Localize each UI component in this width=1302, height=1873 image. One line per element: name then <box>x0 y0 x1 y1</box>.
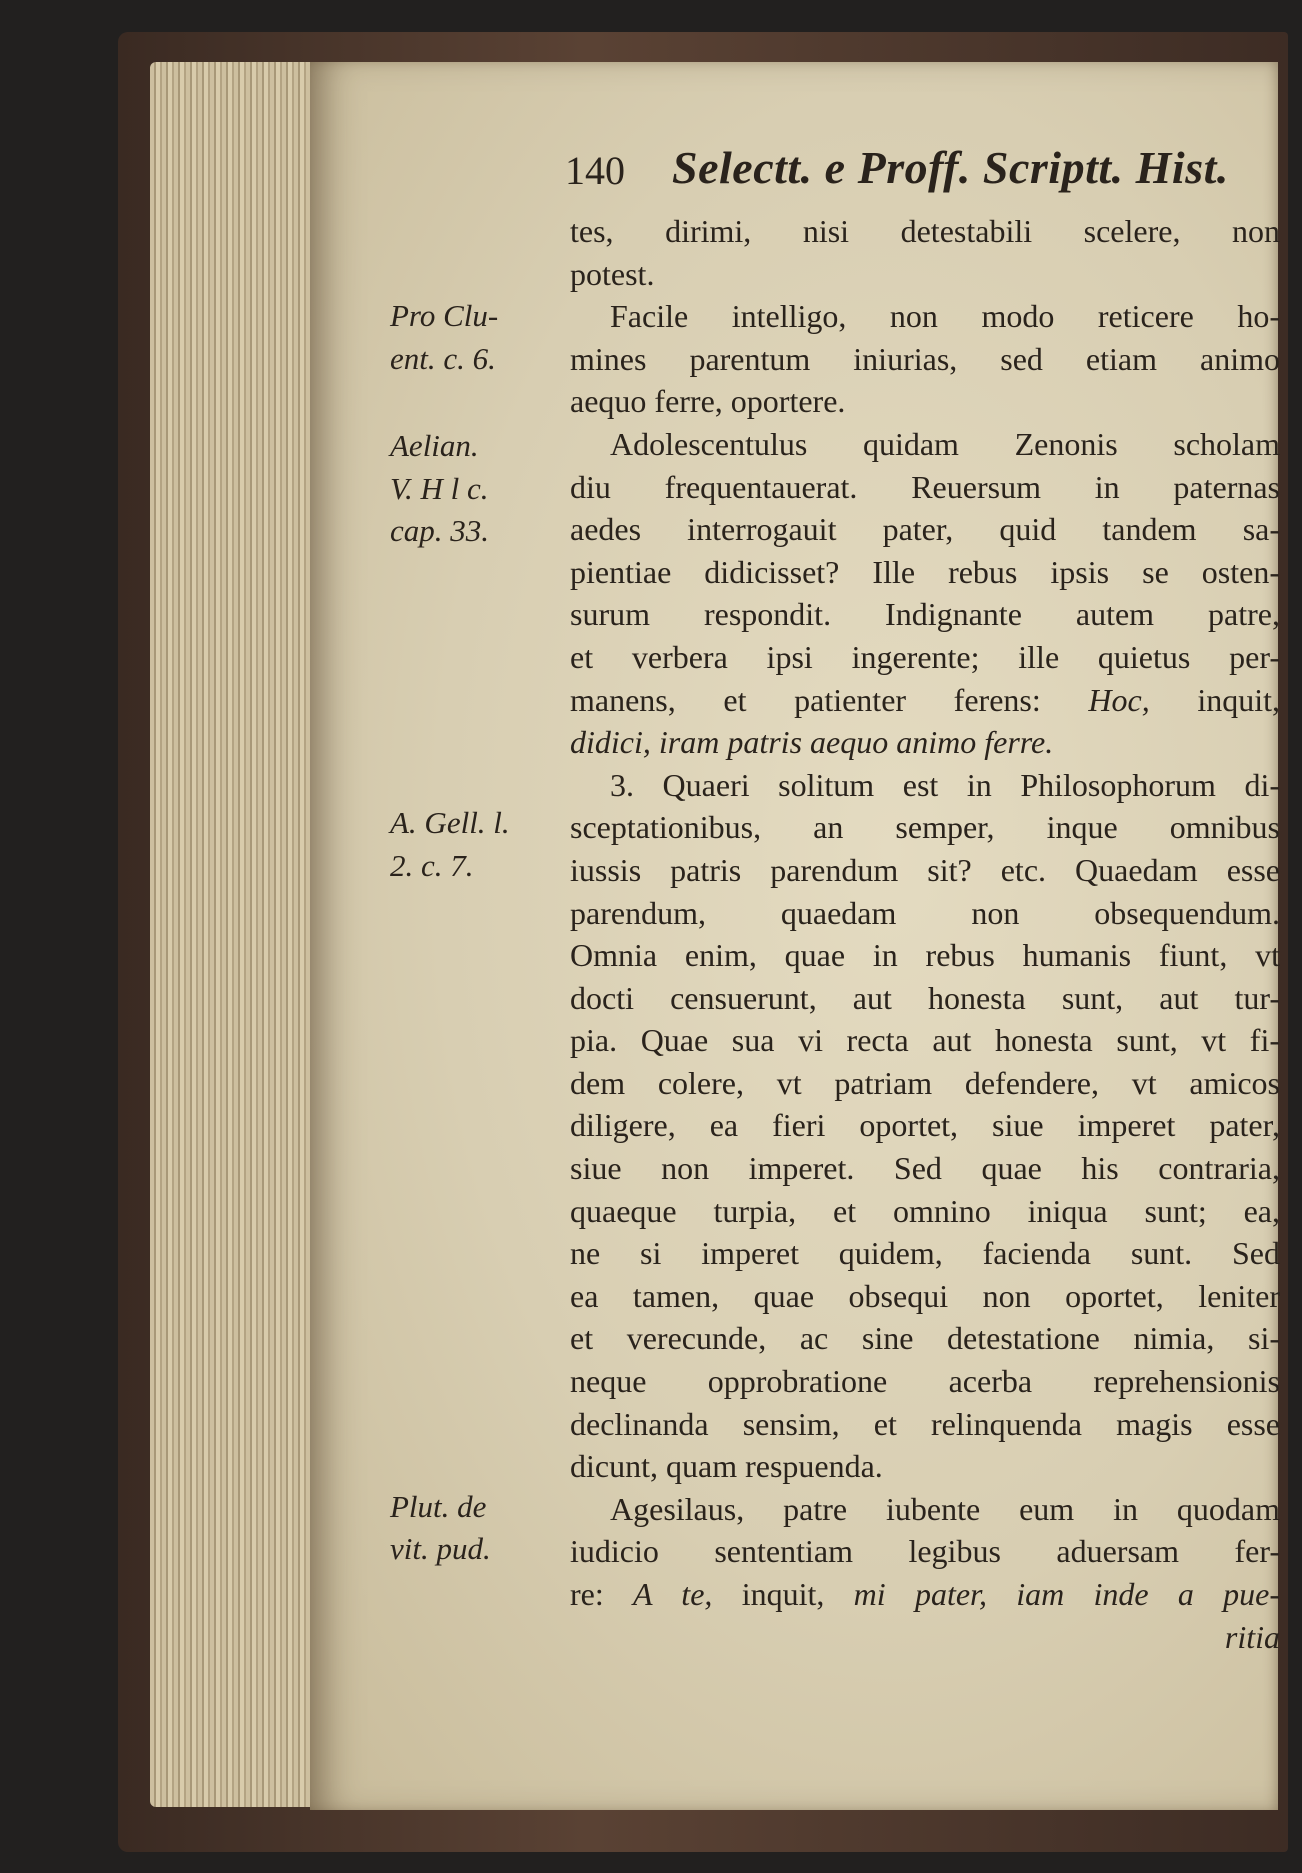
page-edges <box>150 62 325 1807</box>
text-line <box>570 1190 1280 1233</box>
text-span: parendum, quaedam non obsequendum. <box>570 894 1280 931</box>
margin-note-line: A. Gell. l. <box>390 805 510 841</box>
text-span: dem colere, vt patriam defendere, vt amicos <box>570 1064 1280 1101</box>
text-span: sceptationibus, an semper, inque omnibus <box>570 809 1280 846</box>
text-line <box>570 295 1280 338</box>
text-line <box>570 1403 1280 1446</box>
margin-note-line: V. H l c. <box>390 470 489 506</box>
text-span: pia. Quae sua vi recta aut honesta sunt, vt fi- <box>570 1022 1280 1059</box>
text-span: siue non imperet. Sed quae his contraria, <box>570 1150 1280 1187</box>
text-span: ea tamen, quae obsequi non oportet, leniter <box>570 1277 1280 1314</box>
margin-note-line: 2. c. 7. <box>390 847 474 883</box>
margin-note <box>390 802 560 887</box>
running-head: Selectt. e Proff. Scriptt. Hist. <box>672 142 1229 193</box>
margin-note <box>390 425 560 553</box>
margin-note <box>390 1486 560 1571</box>
text-line <box>570 806 1280 849</box>
margin-note-line: Pro Clu- <box>390 298 499 334</box>
text-span: diligere, ea fieri oportet, siue imperet pater, <box>570 1107 1280 1144</box>
text-line <box>570 892 1280 935</box>
margin-note-line: Plut. de <box>390 1488 487 1524</box>
text-line <box>570 1488 1280 1531</box>
text-span: et verecunde, ac sine detestatione nimia, si- <box>570 1320 1280 1357</box>
text-line <box>570 1616 1280 1659</box>
text-line <box>570 764 1280 807</box>
margin-note-line: vit. pud. <box>390 1531 491 1567</box>
text-line <box>570 1445 1280 1488</box>
text-line <box>570 1360 1280 1403</box>
text-span: mines parentum iniurias, sed etiam animo <box>570 340 1280 377</box>
body-text <box>570 210 1280 1658</box>
text-span: tes, dirimi, nisi detestabili scelere, non <box>570 213 1280 249</box>
text-span: Facile intelligo, non modo reticere ho- <box>610 298 1280 335</box>
text-span: diu frequentauerat. Reuersum in paternas <box>570 468 1280 505</box>
text-span: quaeque turpia, et omnino iniqua sunt; ea, <box>570 1192 1280 1229</box>
text-span: Adolescentulus quidam Zenonis scholam <box>610 425 1280 462</box>
text-line <box>570 1317 1280 1360</box>
text-span: re: <box>570 1576 634 1612</box>
margin-note-line: ent. c. 6. <box>390 340 496 376</box>
text-span: declinanda sensim, et relinquenda magis esse <box>570 1405 1280 1442</box>
text-span: aequo ferre, oportere. <box>570 383 846 420</box>
text-line <box>570 1104 1280 1147</box>
text-line <box>570 593 1280 636</box>
italic-text: ritia <box>1224 1618 1280 1655</box>
text-span: iudicio sententiam legibus aduersam fer- <box>570 1533 1280 1570</box>
text-line <box>570 508 1280 551</box>
text-line <box>570 210 1280 253</box>
text-line <box>570 977 1280 1020</box>
text-span: et verbera ipsi ingerente; ille quietus per- <box>570 638 1280 675</box>
text-span: ne si imperet quidem, facienda sunt. Sed <box>570 1235 1280 1272</box>
text-line <box>570 338 1280 381</box>
text-span: docti censuerunt, aut honesta sunt, aut tur- <box>570 979 1280 1016</box>
text-line <box>570 466 1280 509</box>
text-line <box>570 253 1280 296</box>
text-line <box>570 1147 1280 1190</box>
text-span: neque opprobratione acerba reprehensionis <box>570 1363 1280 1400</box>
italic-text: Hoc, <box>1088 681 1150 718</box>
margin-note <box>390 295 560 380</box>
text-line <box>570 679 1280 722</box>
italic-text: A te, <box>633 1576 713 1612</box>
text-span: iussis patris parendum sit? etc. Quaedam esse <box>570 851 1280 888</box>
page-header <box>310 137 1278 197</box>
text-span: aedes interrogauit pater, quid tandem sa- <box>570 511 1280 548</box>
text-span: Agesilaus, patre iubente eum in quodam <box>610 1490 1280 1527</box>
margin-note-line: Aelian. <box>390 428 479 464</box>
text-line <box>570 1530 1280 1573</box>
italic-text: mi pater, iam inde a pue- <box>853 1576 1280 1612</box>
text-line <box>570 636 1280 679</box>
text-line <box>570 1062 1280 1105</box>
text-line <box>570 1232 1280 1275</box>
page-text-area <box>310 62 1278 1810</box>
page-number: 140 <box>565 148 625 193</box>
text-line <box>570 423 1280 466</box>
text-line <box>570 1573 1280 1616</box>
text-line <box>570 721 1280 764</box>
margin-note-line: cap. 33. <box>390 513 490 549</box>
text-span: inquit, <box>712 1576 854 1612</box>
book-page <box>310 62 1278 1810</box>
text-line <box>570 1275 1280 1318</box>
text-line <box>570 849 1280 892</box>
text-span: potest. <box>570 255 655 292</box>
text-span: 3. Quaeri solitum est in Philosophorum di- <box>610 766 1280 803</box>
italic-text: didici, iram patris aequo animo ferre. <box>570 724 1054 761</box>
text-span: Omnia enim, quae in rebus humanis fiunt, vt <box>570 937 1280 974</box>
text-line <box>570 1019 1280 1062</box>
text-span: inquit, <box>1149 681 1280 718</box>
text-line <box>570 934 1280 977</box>
text-line <box>570 551 1280 594</box>
text-span: pientiae didicisset? Ille rebus ipsis se osten- <box>570 553 1280 590</box>
text-span: manens, et patienter ferens: <box>570 681 1089 718</box>
text-span: surum respondit. Indignante autem patre, <box>570 596 1280 633</box>
text-line <box>570 380 1280 423</box>
text-span: dicunt, quam respuenda. <box>570 1448 883 1485</box>
